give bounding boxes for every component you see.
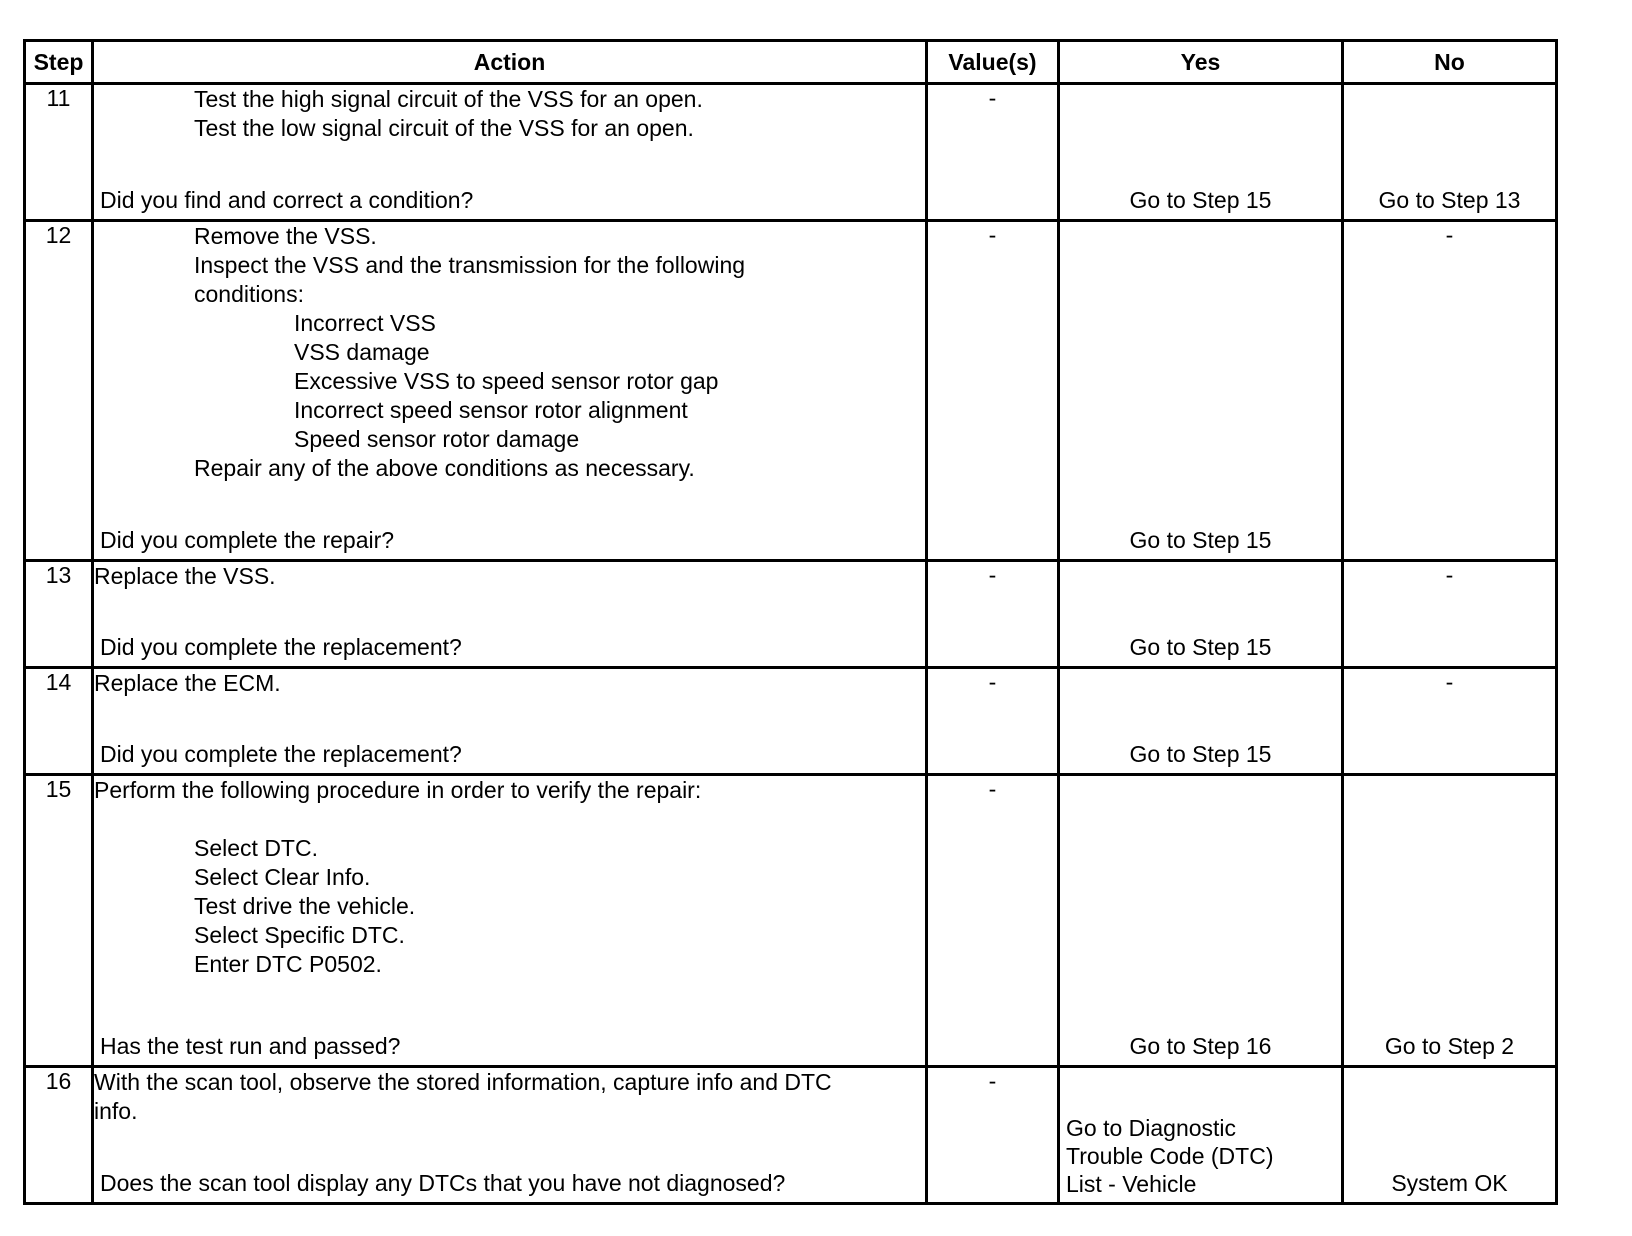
procedure-step: Select Clear Info.	[194, 864, 371, 890]
no-cell	[1343, 1067, 1557, 1204]
step-number: 14	[25, 668, 93, 775]
action-line: Replace the ECM.	[94, 670, 281, 696]
action-line: conditions:	[194, 281, 304, 307]
yes-link: Go to Step 15	[1129, 187, 1272, 213]
question-text: Does the scan tool display any DTCs that you have not diagnosed?	[100, 1170, 786, 1196]
condition-item: Speed sensor rotor damage	[294, 426, 580, 452]
no-cell: -	[1343, 561, 1557, 668]
action-line: With the scan tool, observe the stored information, capture info and DTC	[94, 1069, 832, 1095]
table-row-step-11	[25, 84, 1557, 221]
procedure-step: Select Specific DTC.	[194, 922, 405, 948]
header-values: Value(s)	[927, 41, 1059, 84]
no-cell	[1343, 775, 1557, 1067]
action-line: Remove the VSS.	[194, 223, 377, 249]
yes-line: Trouble Code (DTC)	[1066, 1143, 1274, 1169]
table-row-step-13	[25, 561, 1557, 668]
action-line: Test the low signal circuit of the VSS for an open.	[194, 115, 694, 141]
no-result: System OK	[1391, 1170, 1508, 1196]
yes-line: Go to Diagnostic	[1066, 1115, 1237, 1141]
action-line: Repair any of the above conditions as necessary.	[194, 455, 695, 481]
action-cell	[93, 668, 927, 775]
action-line: info.	[94, 1098, 138, 1124]
header-yes: Yes	[1059, 41, 1343, 84]
condition-item: VSS damage	[294, 339, 430, 365]
yes-link: Go to Step 16	[1129, 1033, 1272, 1059]
action-cell	[93, 775, 927, 1067]
value-cell: -	[927, 1067, 1059, 1204]
no-link: Go to Step 13	[1378, 187, 1521, 213]
yes-line: List - Vehicle	[1066, 1171, 1197, 1197]
question-text: Has the test run and passed?	[100, 1033, 401, 1059]
condition-item: Excessive VSS to speed sensor rotor gap	[294, 368, 719, 394]
header-action: Action	[93, 41, 927, 84]
value-cell: -	[927, 561, 1059, 668]
condition-item: Incorrect speed sensor rotor alignment	[294, 397, 688, 423]
yes-cell	[1059, 221, 1343, 561]
value-cell: -	[927, 668, 1059, 775]
procedure-step: Enter DTC P0502.	[194, 951, 382, 977]
no-cell: -	[1343, 221, 1557, 561]
table-row-step-12	[25, 221, 1557, 561]
yes-link: Go to Step 15	[1129, 634, 1272, 660]
step-number: 13	[25, 561, 93, 668]
procedure-step: Test drive the vehicle.	[194, 893, 416, 919]
action-line: Test the high signal circuit of the VSS for an open.	[194, 86, 703, 112]
yes-link: Go to Step 15	[1129, 741, 1272, 767]
value-cell: -	[927, 221, 1059, 561]
yes-cell	[1059, 775, 1343, 1067]
action-line: Perform the following procedure in order to verify the repair:	[94, 777, 702, 803]
yes-link: Go to Step 15	[1129, 527, 1272, 553]
action-cell	[93, 561, 927, 668]
step-number: 15	[25, 775, 93, 1067]
header-step: Step	[25, 41, 93, 84]
action-line: Inspect the VSS and the transmission for the following	[194, 252, 746, 278]
step-number: 11	[25, 84, 93, 221]
action-cell	[93, 1067, 927, 1204]
step-number: 12	[25, 221, 93, 561]
step-number: 16	[25, 1067, 93, 1204]
header-row	[25, 41, 1557, 84]
question-text: Did you complete the repair?	[100, 527, 395, 553]
diagnostic-table	[23, 39, 1558, 1205]
table-row-step-15	[25, 775, 1557, 1067]
action-cell	[93, 221, 927, 561]
yes-cell	[1059, 1067, 1343, 1204]
header-no: No	[1343, 41, 1557, 84]
yes-cell	[1059, 84, 1343, 221]
question-text: Did you find and correct a condition?	[100, 187, 474, 213]
condition-item: Incorrect VSS	[294, 310, 436, 336]
table-row-step-16	[25, 1067, 1557, 1204]
value-cell: -	[927, 84, 1059, 221]
yes-link	[1066, 1114, 1273, 1198]
table-row-step-14	[25, 668, 1557, 775]
question-text: Did you complete the replacement?	[100, 741, 462, 767]
yes-cell	[1059, 668, 1343, 775]
question-text: Did you complete the replacement?	[100, 634, 462, 660]
procedure-step: Select DTC.	[194, 835, 318, 861]
value-cell: -	[927, 775, 1059, 1067]
no-cell	[1343, 84, 1557, 221]
action-cell	[93, 84, 927, 221]
yes-cell	[1059, 561, 1343, 668]
no-cell: -	[1343, 668, 1557, 775]
no-link: Go to Step 2	[1384, 1033, 1515, 1059]
action-line: Replace the VSS.	[94, 563, 276, 589]
